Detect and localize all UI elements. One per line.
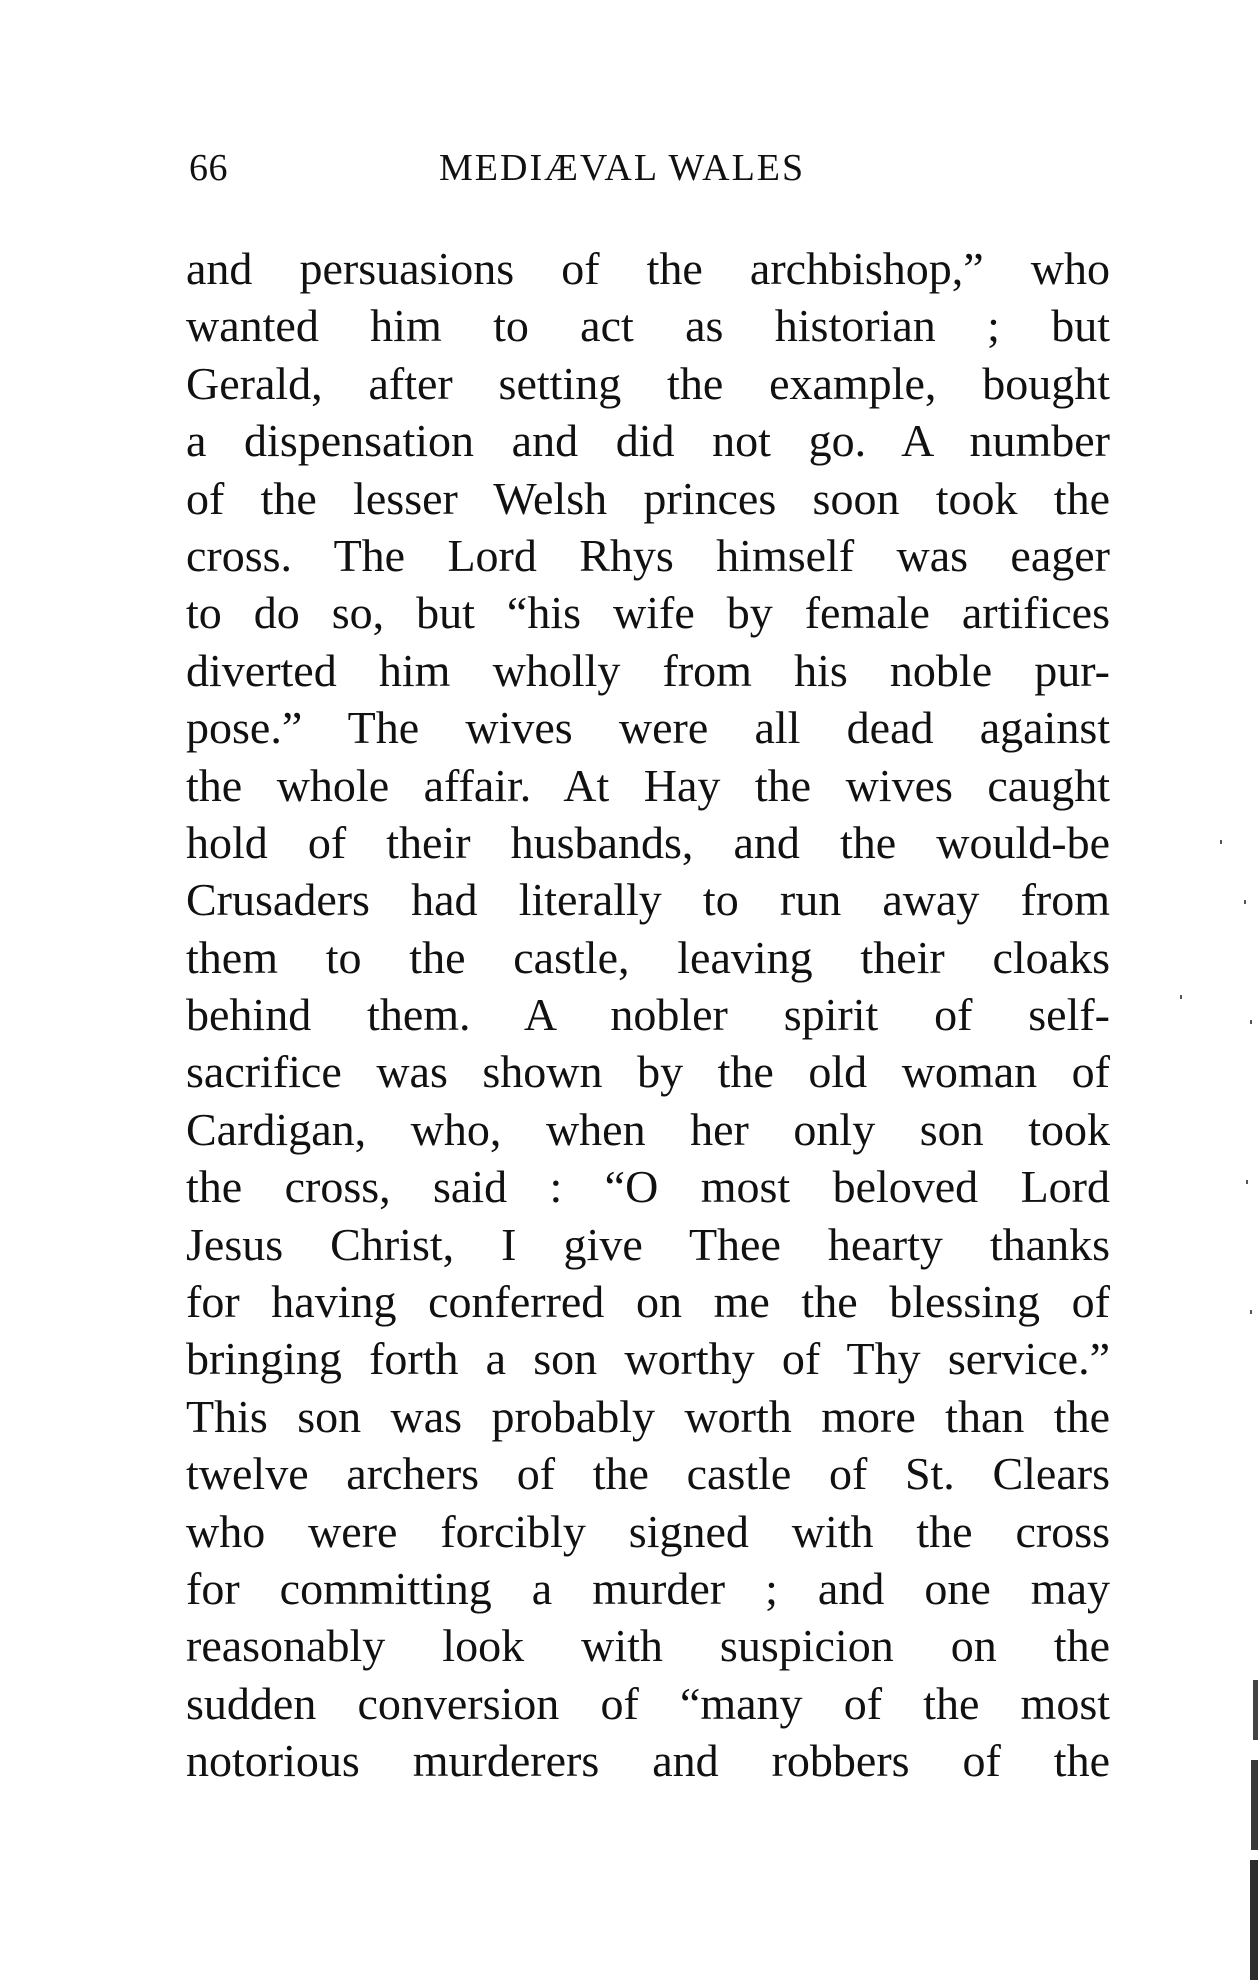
text-line: who were forcibly signed with the cross [186, 1505, 1110, 1557]
text-line: wanted him to act as historian ; but [186, 300, 1110, 352]
body-text [186, 240, 1110, 1790]
text-line: Crusaders had literally to run away from [186, 874, 1110, 926]
scan-speck [1220, 840, 1222, 844]
text-line: sacrifice was shown by the old woman of [186, 1046, 1110, 1098]
text-line: to do so, but “his wife by female artifices [186, 587, 1110, 639]
text-line: notorious murderers and robbers of the [186, 1735, 1110, 1787]
text-line: bringing forth a son worthy of Thy service.” [186, 1333, 1110, 1385]
running-title: MEDIÆVAL WALES [439, 147, 806, 189]
text-line: cross. The Lord Rhys himself was eager [186, 529, 1110, 581]
text-line: twelve archers of the castle of St. Clears [186, 1448, 1110, 1500]
scan-speck [1246, 1180, 1248, 1184]
scan-edge-mark [1253, 1680, 1258, 1740]
running-header [189, 146, 1109, 196]
text-line: and persuasions of the archbishop,” who [186, 243, 1110, 294]
text-line: Cardigan, who, when her only son took [186, 1103, 1110, 1155]
text-line: them to the castle, leaving their cloaks [186, 931, 1110, 983]
text-line: Gerald, after setting the example, bought [186, 357, 1110, 409]
page-number: 66 [189, 147, 228, 189]
text-line: sudden conversion of “many of the most [186, 1677, 1110, 1729]
text-line: for committing a murder ; and one may [186, 1562, 1110, 1614]
text-line: diverted him wholly from his noble pur- [186, 644, 1110, 696]
scan-edge-mark [1250, 1860, 1258, 1980]
text-line: a dispensation and did not go. A number [186, 415, 1110, 467]
text-line: Jesus Christ, I give Thee hearty thanks [186, 1218, 1110, 1270]
scan-speck [1244, 900, 1246, 904]
scan-speck [1250, 1020, 1252, 1024]
text-line: of the lesser Welsh princes soon took the [186, 472, 1110, 524]
text-line: This son was probably worth more than the [186, 1390, 1110, 1442]
text-line: reasonably look with suspicion on the [186, 1620, 1110, 1672]
text-line: the whole affair. At Hay the wives caught [186, 759, 1110, 811]
text-line: pose.” The wives were all dead against [186, 702, 1110, 754]
text-line: for having conferred on me the blessing of [186, 1276, 1110, 1328]
text-line: the cross, said : “O most beloved Lord [186, 1161, 1110, 1213]
text-line: behind them. A nobler spirit of self- [186, 989, 1110, 1041]
scan-speck [1250, 1310, 1252, 1314]
text-line: hold of their husbands, and the would-be [186, 816, 1110, 868]
scan-edge-mark [1251, 1760, 1258, 1850]
scan-speck [1180, 995, 1182, 999]
